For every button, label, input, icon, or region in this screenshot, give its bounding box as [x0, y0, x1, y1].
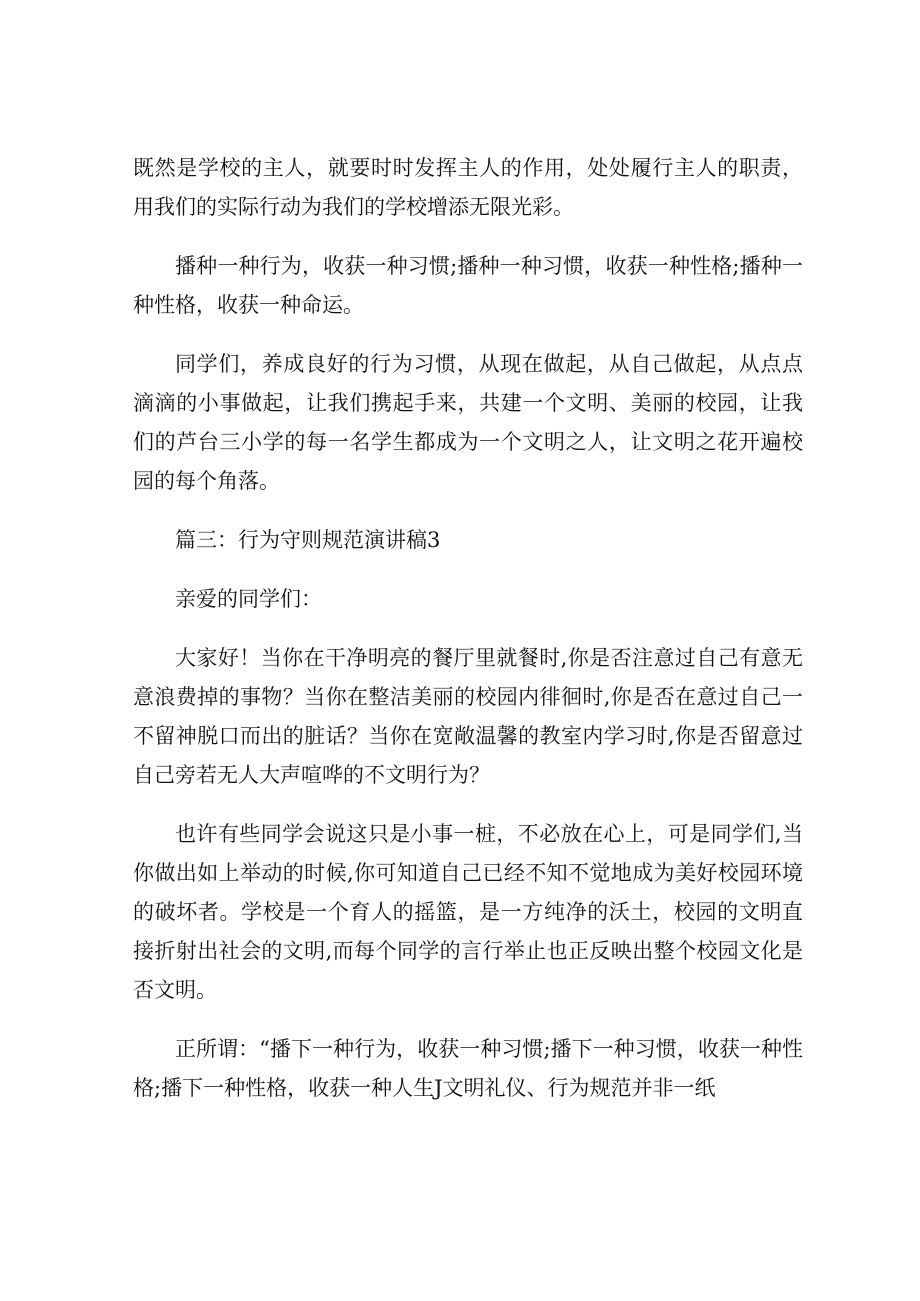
section-heading: 篇三：行为守则规范演讲稿3	[175, 528, 441, 552]
paragraph-3: 同学们，养成良好的行为习惯，从现在做起，从自己做起，从点点滴滴的小事做起，让我们携起手来，共建一个文明、美丽的校园，让我们的芦台三小学的每一名学生都成为一个文明之人，让文明之花开遍校园的每个角落。	[133, 352, 803, 493]
paragraph-2: 播种一种行为，收获一种习惯;播种一种习惯，收获一种性格;播种一种性格，收获一种命运。	[133, 254, 803, 317]
paragraph-5: 也许有些同学会说这只是小事一桩，不必放在心上，可是同学们,当你做出如上举动的时候,你可知道自己已经不知不觉地成为美好校园环境的破坏者。学校是一个育人的摇篮，是一方纯净的沃土，校园的文明直接折射出社会的文明,而每个同学的言行举止也正反映出整个校园文化是否文明。	[133, 822, 803, 1002]
paragraph-4: 大家好！当你在干净明亮的餐厅里就餐时,你是否注意过自己有意无意浪费掉的事物？当你在整洁美丽的校园内徘徊时,你是否在意过自己一不留神脱口而出的脏话？当你在宽敞温馨的教室内学习时,你是否留意过自己旁若无人大声喧哗的不文明行为？	[133, 646, 803, 787]
paragraph-1: 既然是学校的主人，就要时时发挥主人的作用，处处履行主人的职责，用我们的实际行动为我们的学校增添无限光彩。	[133, 156, 803, 219]
salutation: 亲爱的同学们：	[175, 587, 322, 611]
document-body	[133, 149, 803, 1128]
paragraph-6: 正所谓：“播下一种行为，收获一种习惯;播下一种习惯，收获一种性格;播下一种性格，收获一种人生J文明礼仪、行为规范并非一纸	[133, 1037, 803, 1100]
